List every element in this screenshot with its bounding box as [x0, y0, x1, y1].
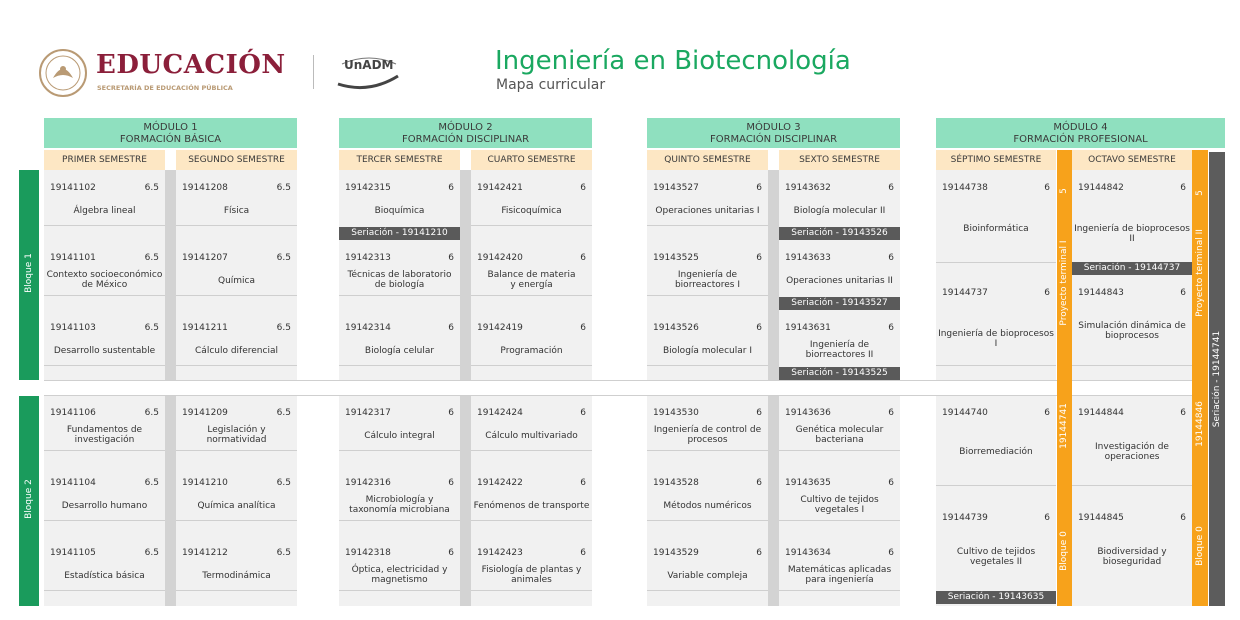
course-name: Química	[217, 276, 256, 286]
row-divider	[647, 450, 768, 451]
course-card[interactable]	[936, 500, 1056, 606]
course-card[interactable]	[471, 395, 592, 465]
proyecto-terminal-2-credits: 5	[1195, 190, 1205, 196]
row-divider	[471, 590, 592, 591]
course-credits: 6.5	[144, 408, 159, 418]
row-divider	[471, 365, 592, 366]
course-card[interactable]	[44, 395, 165, 465]
course-code: 19141102	[50, 183, 96, 193]
course-code: 19143526	[653, 323, 699, 333]
course-name: Bioquímica	[374, 206, 425, 216]
course-card[interactable]	[779, 310, 900, 380]
course-name: Fundamentos de investigación	[66, 425, 143, 445]
course-credits: 6	[580, 253, 586, 263]
course-credits: 6.5	[276, 548, 291, 558]
sep-seal-icon	[38, 48, 88, 98]
course-card[interactable]	[339, 170, 460, 240]
course-credits: 6.5	[144, 548, 159, 558]
course-code: 19144843	[1078, 288, 1124, 298]
course-card[interactable]	[779, 395, 900, 465]
semester-header: PRIMER SEMESTRE	[44, 150, 165, 170]
semester-header: TERCER SEMESTRE	[339, 150, 460, 170]
course-code: 19141104	[50, 478, 96, 488]
course-credits: 6	[756, 183, 762, 193]
course-card[interactable]	[44, 240, 165, 310]
row-divider	[44, 295, 165, 296]
course-name: Estadística básica	[64, 571, 145, 581]
course-name: Biodiversidad y bioseguridad	[1097, 547, 1167, 567]
row-divider	[471, 520, 592, 521]
course-name: Biología celular	[364, 346, 435, 356]
block-1-label: Bloque 1	[24, 253, 34, 293]
course-code: 19141208	[182, 183, 228, 193]
course-code: 19142315	[345, 183, 391, 193]
course-name: Operaciones unitarias I	[655, 206, 760, 216]
proyecto-terminal-2-code: 19144846	[1195, 401, 1205, 447]
course-credits: 6	[580, 408, 586, 418]
course-code: 19142422	[477, 478, 523, 488]
row-divider	[176, 450, 297, 451]
course-name: Ingeniería de biorreactores II	[805, 340, 874, 360]
course-card[interactable]	[44, 535, 165, 605]
row-divider	[647, 365, 768, 366]
course-code: 19141105	[50, 548, 96, 558]
course-card[interactable]	[471, 170, 592, 240]
course-name: Genética molecular bacteriana	[795, 425, 884, 445]
course-code: 19144740	[942, 408, 988, 418]
unadm-label: UnADM	[344, 58, 394, 72]
course-credits: 6	[1180, 513, 1186, 523]
module-4-header: MÓDULO 4 FORMACIÓN PROFESIONAL	[936, 118, 1225, 148]
course-card[interactable]	[471, 310, 592, 380]
course-code: 19144842	[1078, 183, 1124, 193]
course-name: Fenómenos de transporte	[473, 501, 590, 511]
seriacion-tag: Seriación - 19143525	[779, 367, 900, 380]
course-credits: 6.5	[276, 323, 291, 333]
course-card[interactable]	[647, 395, 768, 465]
course-card[interactable]	[936, 275, 1056, 380]
course-code: 19141211	[182, 323, 228, 333]
course-credits: 6.5	[276, 253, 291, 263]
course-credits: 6	[1044, 288, 1050, 298]
seriacion-bar-label: Seriación - 19144741	[1212, 330, 1222, 428]
row-divider	[176, 225, 297, 226]
course-name: Física	[223, 206, 250, 216]
course-name: Microbiología y taxonomía microbiana	[349, 495, 450, 515]
course-code: 19144739	[942, 513, 988, 523]
course-credits: 6	[756, 253, 762, 263]
course-card[interactable]	[339, 465, 460, 535]
row-divider	[176, 590, 297, 591]
course-credits: 6	[1044, 183, 1050, 193]
course-name: Programación	[500, 346, 563, 356]
course-code: 19142423	[477, 548, 523, 558]
course-card[interactable]	[176, 240, 297, 310]
semester-header: CUARTO SEMESTRE	[471, 150, 592, 170]
course-code: 19143530	[653, 408, 699, 418]
course-code: 19143636	[785, 408, 831, 418]
row-divider	[647, 295, 768, 296]
course-name: Contexto socioeconómico de México	[46, 270, 163, 290]
course-code: 19143634	[785, 548, 831, 558]
course-name: Álgebra lineal	[73, 206, 136, 216]
row-divider	[176, 520, 297, 521]
course-name: Cultivo de tejidos vegetales II	[956, 547, 1036, 567]
course-credits: 6.5	[144, 183, 159, 193]
course-card[interactable]	[936, 170, 1056, 275]
course-credits: 6	[580, 323, 586, 333]
course-card[interactable]	[176, 310, 297, 380]
row-divider	[1072, 485, 1192, 486]
course-name: Operaciones unitarias II	[786, 276, 893, 286]
course-code: 19143633	[785, 253, 831, 263]
row-divider	[339, 520, 460, 521]
course-credits: 6	[888, 548, 894, 558]
course-card[interactable]	[176, 535, 297, 605]
row-divider	[936, 485, 1056, 486]
course-name: Fisiología de plantas y animales	[481, 565, 582, 585]
course-name: Química analítica	[197, 501, 276, 511]
course-name: Desarrollo sustentable	[53, 346, 156, 356]
course-credits: 6	[756, 548, 762, 558]
row-divider	[936, 365, 1056, 366]
course-card[interactable]	[779, 240, 900, 310]
row-divider	[44, 365, 165, 366]
block-gap	[20, 381, 1225, 395]
course-card[interactable]	[647, 170, 768, 240]
course-name: Biorremediación	[959, 447, 1033, 457]
course-code: 19143635	[785, 478, 831, 488]
row-divider	[471, 225, 592, 226]
course-name: Ingeniería de biorreactores I	[674, 270, 741, 290]
header-divider	[313, 55, 314, 89]
course-card[interactable]	[647, 535, 768, 605]
course-code: 19144845	[1078, 513, 1124, 523]
row-divider	[176, 365, 297, 366]
course-name: Biología molecular I	[663, 346, 752, 356]
row-divider	[936, 262, 1056, 263]
course-credits: 6	[756, 478, 762, 488]
module-1-header: MÓDULO 1 FORMACIÓN BÁSICA	[44, 118, 297, 148]
course-card[interactable]	[339, 395, 460, 465]
course-code: 19142316	[345, 478, 391, 488]
course-credits: 6	[888, 323, 894, 333]
proyecto-terminal-2-block: Bloque 0	[1195, 526, 1205, 566]
course-card[interactable]	[176, 465, 297, 535]
course-name: Cálculo diferencial	[195, 346, 278, 356]
course-name: Biología molecular II	[793, 206, 886, 216]
course-name: Ingeniería de bioprocesos II	[1074, 224, 1190, 244]
course-credits: 6	[448, 478, 454, 488]
course-code: 19144737	[942, 288, 988, 298]
module-2-header: MÓDULO 2 FORMACIÓN DISCIPLINAR	[339, 118, 592, 148]
course-credits: 6	[580, 183, 586, 193]
course-credits: 6	[580, 548, 586, 558]
course-card[interactable]	[44, 170, 165, 240]
course-card[interactable]	[647, 310, 768, 380]
course-card[interactable]	[1072, 275, 1192, 380]
course-card[interactable]	[471, 240, 592, 310]
proyecto-terminal-1-code: 19144741	[1059, 403, 1069, 449]
course-code: 19143631	[785, 323, 831, 333]
course-credits: 6	[448, 408, 454, 418]
course-code: 19142317	[345, 408, 391, 418]
course-code: 19143525	[653, 253, 699, 263]
course-credits: 6.5	[276, 408, 291, 418]
course-name: Variable compleja	[667, 571, 748, 581]
course-code: 19141210	[182, 478, 228, 488]
row-divider	[339, 450, 460, 451]
course-code: 19141207	[182, 253, 228, 263]
course-code: 19142419	[477, 323, 523, 333]
course-card[interactable]	[779, 535, 900, 605]
row-divider	[1072, 365, 1192, 366]
row-divider	[339, 590, 460, 591]
course-code: 19142424	[477, 408, 523, 418]
course-name: Simulación dinámica de bioprocesos	[1078, 321, 1186, 341]
row-divider	[339, 295, 460, 296]
course-card[interactable]	[339, 310, 460, 380]
course-credits: 6.5	[144, 253, 159, 263]
row-divider	[471, 295, 592, 296]
course-name: Matemáticas aplicadas para ingeniería	[787, 565, 892, 585]
course-card[interactable]	[339, 240, 460, 310]
course-code: 19144738	[942, 183, 988, 193]
semester-header: QUINTO SEMESTRE	[647, 150, 768, 170]
course-code: 19142313	[345, 253, 391, 263]
module-3-header: MÓDULO 3 FORMACIÓN DISCIPLINAR	[647, 118, 900, 148]
course-credits: 6	[448, 323, 454, 333]
page-title: Ingeniería en Biotecnología	[495, 46, 851, 76]
seriacion-tag: Seriación - 19143527	[779, 297, 900, 310]
course-card[interactable]	[44, 310, 165, 380]
course-code: 19143529	[653, 548, 699, 558]
row-divider	[647, 225, 768, 226]
course-code: 19142421	[477, 183, 523, 193]
course-code: 19143632	[785, 183, 831, 193]
course-card[interactable]	[779, 170, 900, 240]
course-credits: 6	[448, 253, 454, 263]
course-card[interactable]	[176, 395, 297, 465]
row-divider	[44, 225, 165, 226]
row-divider	[176, 295, 297, 296]
course-credits: 6	[888, 408, 894, 418]
seriacion-tag: Seriación - 19141210	[339, 227, 460, 240]
proyecto-terminal-1-credits: 5	[1059, 188, 1069, 194]
block-2-label: Bloque 2	[24, 479, 34, 519]
course-credits: 6	[448, 548, 454, 558]
course-name: Ingeniería de bioprocesos I	[938, 329, 1054, 349]
course-card[interactable]	[339, 535, 460, 605]
course-credits: 6	[1180, 408, 1186, 418]
course-name: Balance de materia y energía	[487, 270, 576, 290]
course-code: 19141101	[50, 253, 96, 263]
brand-title: EDUCACIÓN	[96, 50, 286, 80]
row-divider	[44, 520, 165, 521]
course-credits: 6	[1044, 408, 1050, 418]
course-code: 19142318	[345, 548, 391, 558]
course-card[interactable]	[647, 465, 768, 535]
course-card[interactable]	[1072, 170, 1192, 275]
row-divider	[647, 520, 768, 521]
row-divider	[44, 590, 165, 591]
course-credits: 6.5	[144, 323, 159, 333]
course-card[interactable]	[1072, 395, 1192, 500]
row-divider	[779, 520, 900, 521]
row-divider	[471, 450, 592, 451]
course-card[interactable]	[471, 465, 592, 535]
semester-header: SEGUNDO SEMESTRE	[176, 150, 297, 170]
proyecto-terminal-1-label: Proyecto terminal I	[1059, 240, 1069, 326]
course-credits: 6	[888, 478, 894, 488]
course-code: 19143528	[653, 478, 699, 488]
course-name: Fisicoquímica	[501, 206, 562, 216]
course-name: Cultivo de tejidos vegetales I	[800, 495, 879, 515]
course-name: Legislación y normatividad	[206, 425, 267, 445]
course-name: Bioinformática	[963, 224, 1029, 234]
row-divider	[647, 590, 768, 591]
course-code: 19144844	[1078, 408, 1124, 418]
course-code: 19141212	[182, 548, 228, 558]
proyecto-terminal-2-label: Proyecto terminal II	[1195, 229, 1205, 317]
row-divider	[779, 590, 900, 591]
course-card[interactable]	[176, 170, 297, 240]
course-card[interactable]	[936, 395, 1056, 500]
seriacion-tag: Seriación - 19143635	[936, 591, 1056, 604]
course-name: Óptica, electricidad y magnetismo	[351, 565, 448, 585]
semester-header: OCTAVO SEMESTRE	[1072, 150, 1192, 170]
course-name: Métodos numéricos	[663, 501, 752, 511]
row-divider	[779, 450, 900, 451]
course-card[interactable]	[647, 240, 768, 310]
course-credits: 6.5	[144, 478, 159, 488]
course-credits: 6	[888, 253, 894, 263]
seriacion-tag: Seriación - 19144737	[1072, 262, 1192, 275]
row-divider	[44, 450, 165, 451]
course-name: Cálculo multivariado	[485, 431, 578, 441]
course-code: 19142314	[345, 323, 391, 333]
course-credits: 6	[1180, 288, 1186, 298]
course-credits: 6.5	[276, 183, 291, 193]
course-name: Cálculo integral	[364, 431, 435, 441]
brand-subtitle: SECRETARÍA DE EDUCACIÓN PÚBLICA	[97, 84, 233, 92]
course-credits: 6	[756, 408, 762, 418]
course-code: 19141106	[50, 408, 96, 418]
course-card[interactable]	[471, 535, 592, 605]
course-credits: 6	[1044, 513, 1050, 523]
course-code: 19141103	[50, 323, 96, 333]
course-name: Termodinámica	[202, 571, 271, 581]
proyecto-terminal-1-block: Bloque 0	[1059, 531, 1069, 571]
course-name: Investigación de operaciones	[1095, 442, 1169, 462]
course-name: Ingeniería de control de procesos	[653, 425, 762, 445]
semester-header: SÉPTIMO SEMESTRE	[936, 150, 1056, 170]
block-gap-line	[44, 380, 1192, 381]
course-credits: 6	[756, 323, 762, 333]
course-credits: 6	[448, 183, 454, 193]
course-code: 19142420	[477, 253, 523, 263]
seriacion-tag: Seriación - 19143526	[779, 227, 900, 240]
row-divider	[339, 365, 460, 366]
course-credits: 6	[580, 478, 586, 488]
course-code: 19143527	[653, 183, 699, 193]
course-card[interactable]	[779, 465, 900, 535]
course-code: 19141209	[182, 408, 228, 418]
course-name: Desarrollo humano	[61, 501, 148, 511]
course-credits: 6	[1180, 183, 1186, 193]
course-card[interactable]	[1072, 500, 1192, 606]
course-credits: 6	[888, 183, 894, 193]
course-card[interactable]	[44, 465, 165, 535]
semester-header: SEXTO SEMESTRE	[779, 150, 900, 170]
page-subtitle: Mapa curricular	[496, 77, 606, 93]
course-credits: 6.5	[276, 478, 291, 488]
course-name: Técnicas de laboratorio de biología	[347, 270, 452, 290]
